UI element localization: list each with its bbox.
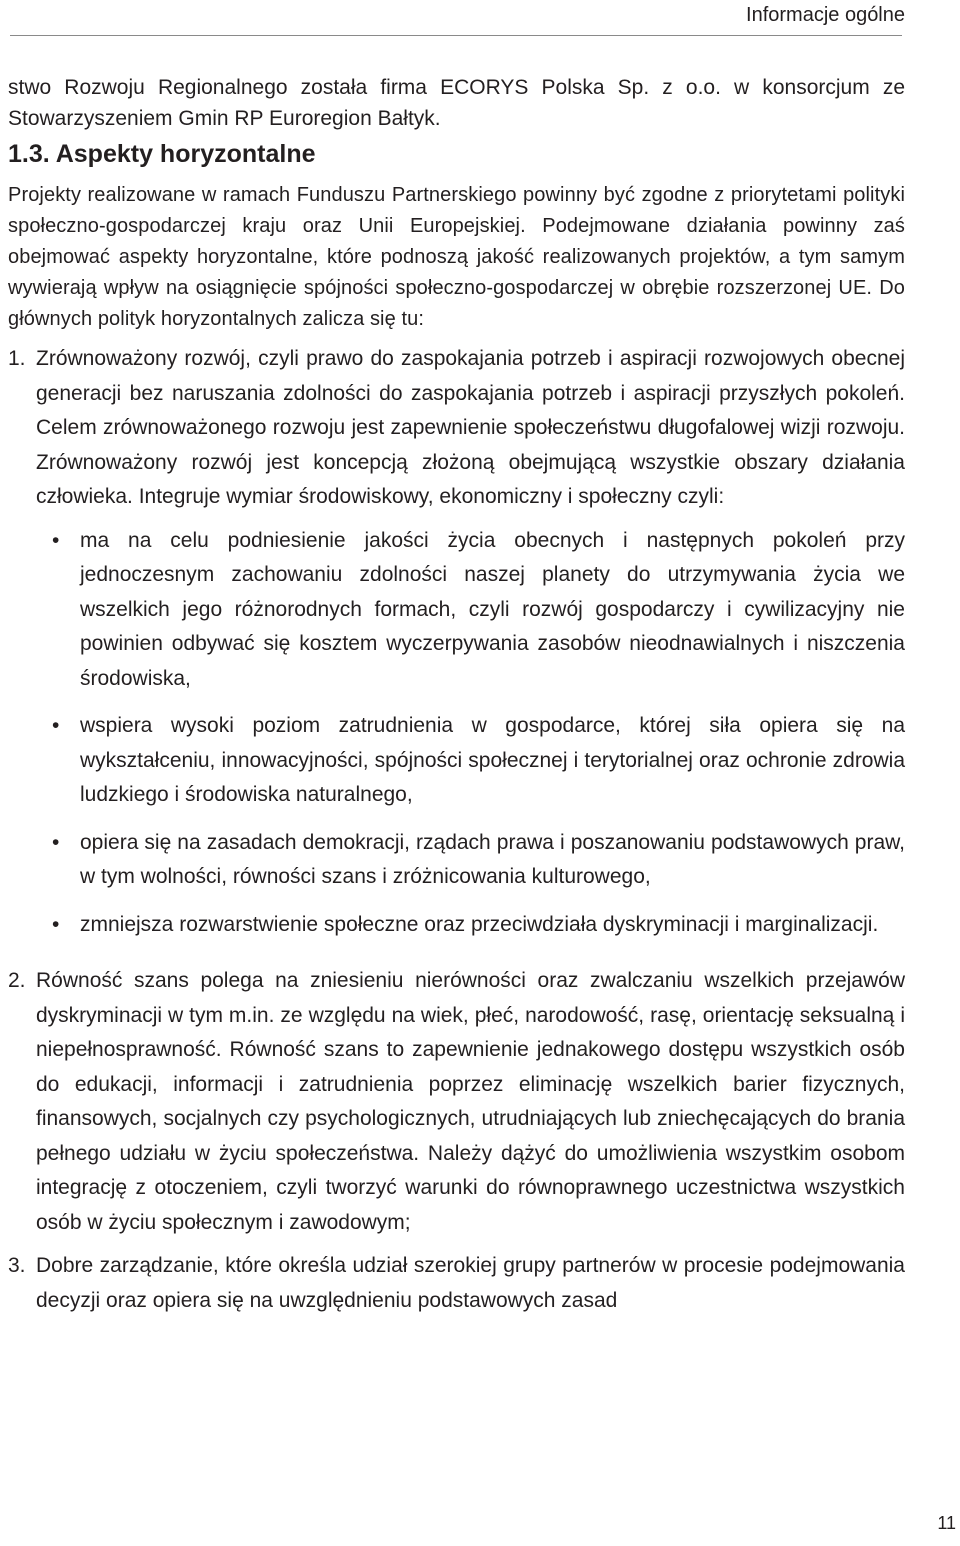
horizontal-policies-list — [8, 342, 905, 1318]
list-item-body — [36, 342, 905, 955]
bullet-icon: • — [52, 714, 60, 737]
bullet-icon: • — [52, 528, 60, 552]
section-body: Projekty realizowane w ramach Funduszu Partnerskiego powinny być zgodne z priorytetami polityki społeczno-gospodarczej kraju oraz Unii Europejskiej. Podejmowane działania powinny zaś obejmować aspekty horyzontalne, które podnoszą jakość realizowanych projektów, a tym samym wywierają wpływ na osiągnięcie spójności społeczno-gospodarczej w obrębie rozszerzonej UE. Do głównych polityk horyzontalnych zalicza się tu: — [8, 184, 905, 330]
list-item-number: 3. — [8, 1254, 26, 1277]
page-content — [8, 72, 905, 1318]
list-item-text: Dobre zarządzanie, które określa udział szerokiej grupy partnerów w procesie podejmowania decyzji oraz opiera się na uwzględnieniu podstawowych zasad — [36, 1254, 905, 1312]
bullet-item — [36, 826, 905, 895]
header-divider — [10, 35, 902, 36]
page-number: 11 — [937, 1513, 956, 1533]
bullet-item — [36, 908, 905, 943]
bullet-text: opiera się na zasadach demokracji, rządach prawa i poszanowaniu podstawowych praw, w tym wolności, równości szans i zróżnicowania kulturowego, — [80, 830, 905, 888]
bullet-text: wspiera wysoki poziom zatrudnienia w gospodarce, której siła opiera się na wykształceniu, innowacyjności, spójności społecznej i terytorialnej oraz ochronie zdrowia ludzkiego i środowiska naturalnego, — [80, 714, 905, 806]
bullet-icon: • — [52, 912, 60, 936]
bullet-text: ma na celu podniesienie jakości życia obecnych i następnych pokoleń przy jednoczesnym zachowaniu zdolności naszej planety do utrzymywania życia we wszelkich jego różnorodnych formach, czyli rozwój gospodarczy i cywilizacyjny nie powinien odbywać się kosztem wyczerpywania zasobów nieodnawialnych i niszczenia środowiska, — [80, 528, 905, 690]
intro-paragraph: stwo Rozwoju Regionalnego została firma ECORYS Polska Sp. z o.o. w konsorcjum ze Stowarzyszeniem Gmin RP Euroregion Bałtyk. — [8, 76, 905, 130]
bullet-item — [36, 709, 905, 813]
list-item-text: Równość szans polega na zniesieniu nierówności oraz zwalczaniu wszelkich przejawów dyskryminacji w tym m.in. ze względu na wiek, płeć, narodowość, rasę, orientację seksualną i niepełnosprawność. Równość szans to zapewnienie jednakowego dostępu wszystkich osób do edukacji, informacji i zatrudnienia poprzez eliminację wszelkich barier fizycznych, finansowych, socjalnych czy psychologicznych, utrudniających lub zniechęcających do brania pełnego udziału w życiu społeczeństwa. Należy dążyć do umożliwienia wszystkim osobom integrację z otoczeniem, czyli tworzyć warunki do równoprawnego uczestnictwa wszystkich osób w życiu społecznym i zawodowym; — [36, 969, 905, 1234]
section-heading: 1.3. Aspekty horyzontalne — [8, 140, 316, 168]
list-item-number: 1. — [8, 347, 26, 370]
list-item-number: 2. — [8, 969, 26, 992]
bullet-text: zmniejsza rozwarstwienie społeczne oraz przeciwdziała dyskryminacji i marginalizacji. — [80, 912, 879, 936]
bullet-item — [36, 524, 905, 697]
list-item — [8, 964, 905, 1240]
bullet-list — [36, 524, 905, 943]
bullet-icon: • — [52, 830, 60, 854]
list-item — [8, 342, 905, 955]
list-item-text: Zrównoważony rozwój, czyli prawo do zaspokajania potrzeb i aspiracji rozwojowych obecnej generacji bez naruszania zdolności do zaspokajania potrzeb i aspiracji przyszłych pokoleń. Celem zrównoważonego rozwoju jest zapewnienie społeczeństwu długofalowej wizji rozwoju. Zrównoważony rozwój jest koncepcją złożoną obejmującą wszystkie obszary działania człowieka. Integruje wymiar środowiskowy, ekonomiczny i społeczny czyli: — [36, 347, 905, 508]
running-title: Informacje ogólne — [746, 4, 905, 26]
list-item — [8, 1249, 905, 1318]
